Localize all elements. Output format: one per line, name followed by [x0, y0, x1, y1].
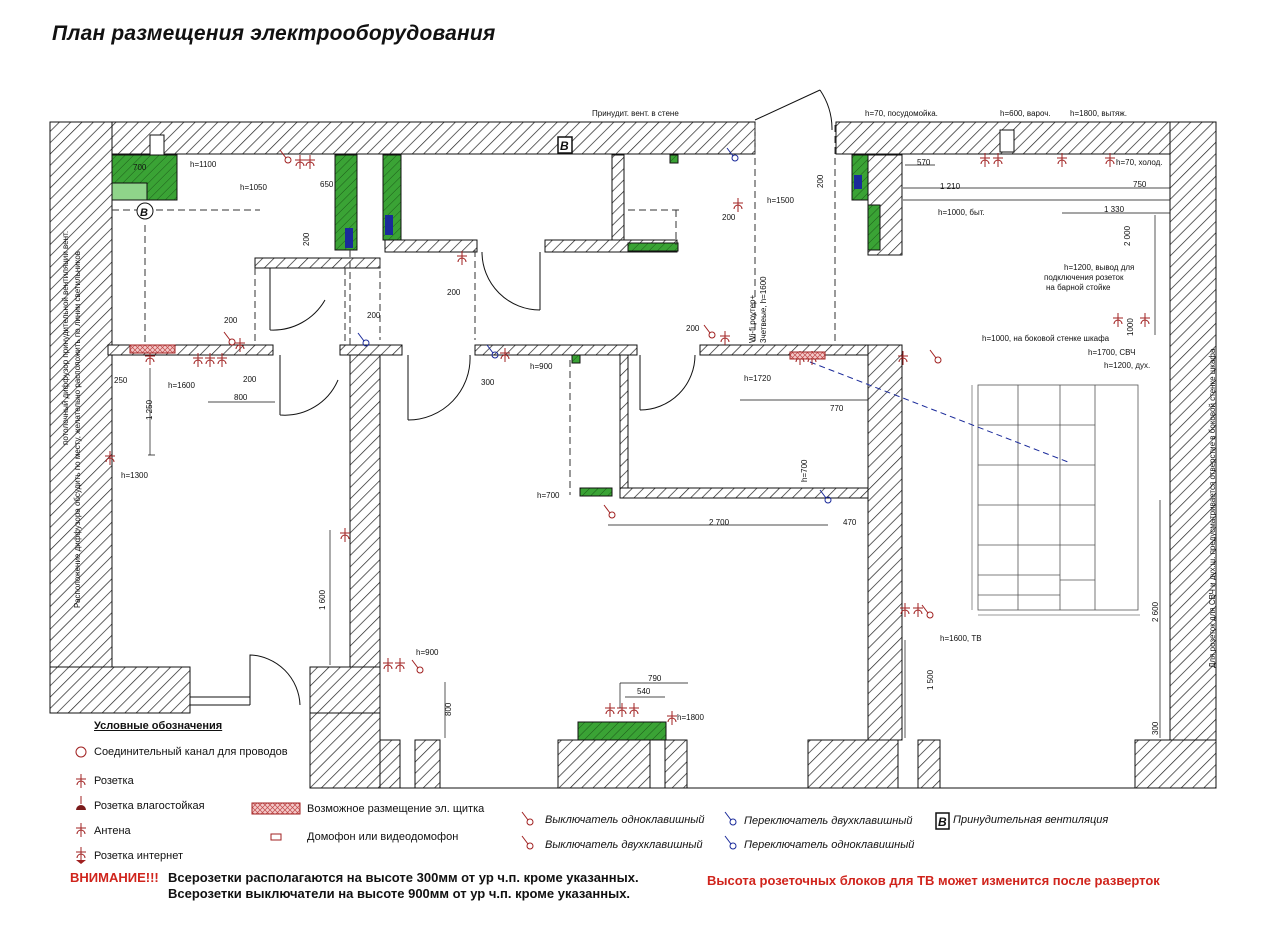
label-bar-3: на барной стойке [1046, 283, 1111, 292]
dim-300: 300 [481, 378, 495, 387]
label-left-vertical-1: потолочный диффузор принудительной вентиляции вент. [61, 230, 70, 445]
dim-540: 540 [637, 687, 651, 696]
dim-2600: 2 600 [1151, 601, 1160, 622]
dim-470: 470 [843, 518, 857, 527]
dim-750: 750 [1133, 180, 1147, 189]
h1050: h=1050 [240, 183, 267, 192]
notice-line-2: Всерозетки выключатели на высоте 900мм от ур ч.п. кроме указанных. [168, 886, 631, 901]
dim-200c: 200 [367, 311, 381, 320]
dim-700: 700 [133, 163, 147, 172]
legend-outlet-net: Розетка интернет [94, 850, 184, 862]
label-stove: h=600, вароч. [1000, 109, 1051, 118]
label-vent-wall: Принудит. вент. в стене [592, 109, 679, 118]
h1500: h=1500 [767, 196, 794, 205]
dim-1600: 1 600 [318, 589, 327, 610]
legend-vent-symbol: В [938, 815, 947, 829]
legend-pass1: Переключатель одноклавишный [744, 839, 915, 851]
label-bar-2: подключения розеток [1044, 273, 1124, 282]
notice-warning: ВНИМАНИЕ!!! [70, 870, 159, 885]
label-hood: h=1800, вытяж. [1070, 109, 1127, 118]
h700b: h=700 [800, 459, 809, 482]
h1720: h=1720 [744, 374, 771, 383]
leader-line [810, 362, 1068, 462]
legend-switch2: Выключатель двухклавишный [545, 839, 703, 851]
outer-walls [50, 122, 1216, 788]
h1300: h=1300 [121, 471, 148, 480]
dim-200g: 200 [722, 213, 736, 222]
label-fridge: h=70, холод. [1116, 158, 1163, 167]
legend-outlet: Розетка [94, 775, 134, 787]
dim-570: 570 [917, 158, 931, 167]
blue-shaft-marker [345, 228, 353, 248]
dim-1000: 1000 [1126, 318, 1135, 336]
legend-antenna: Антена [94, 825, 131, 837]
dim-200e: 200 [243, 375, 257, 384]
label-wifi-2: 3четвеые, h=1600 [759, 276, 768, 343]
label-dishwasher: h=70, посудомойка. [865, 109, 938, 118]
legend-channel: Соединительный канал для проводов [94, 746, 288, 758]
dim-790: 790 [648, 674, 662, 683]
blue-shaft-marker-2 [385, 215, 393, 235]
wardrobe-elevation [972, 385, 1140, 615]
h1800: h=1800 [677, 713, 704, 722]
h1600: h=1600 [168, 381, 195, 390]
dim-200h: 200 [816, 174, 825, 188]
height-labels [61, 109, 1217, 722]
dim-300b: 300 [1151, 721, 1160, 735]
plan-title: План размещения электрооборудования [52, 22, 496, 45]
legend-pass2: Переключатель двухклавишный [744, 815, 913, 827]
dim-200a: 200 [302, 232, 311, 246]
label-side-wall: h=1000, на боковой стенке шкафа [982, 334, 1110, 343]
label-tv: h=1600, ТВ [940, 634, 982, 643]
dim-650: 650 [320, 180, 334, 189]
label-left-vertical-2: Расположение диффузора обсудить по месту, желательно расположить по линии светильников [73, 250, 82, 608]
dim-200d: 200 [447, 288, 461, 297]
blue-shaft-marker-3 [854, 175, 862, 189]
legend-vent: Принудительная вентиляция [953, 814, 1109, 826]
ventilation-shafts [112, 155, 880, 740]
dim-250: 250 [114, 376, 128, 385]
h900a: h=900 [530, 362, 553, 371]
h1100: h=1100 [190, 160, 217, 169]
svg-text:B: B [560, 139, 569, 153]
label-microwave: h=1700, СВЧ [1088, 348, 1136, 357]
dim-200b: 200 [224, 316, 238, 325]
legend-switch1: Выключатель одноклавишный [545, 814, 705, 826]
dim-770: 770 [830, 404, 844, 413]
dim-2000: 2 000 [1123, 225, 1132, 246]
panel-position-2 [790, 352, 825, 359]
h900b: h=900 [416, 648, 439, 657]
h700a: h=700 [537, 491, 560, 500]
label-oven: h=1200, дух. [1104, 361, 1151, 370]
svg-text:B: B [140, 207, 148, 219]
legend-panel: Возможное размещение эл. щитка [307, 803, 485, 815]
label-right-vertical: Для розеток для СВЧ и дух.ш. предусматривается отверстие в боковой стенке шкафа [1208, 348, 1217, 668]
dim-200f: 200 [686, 324, 700, 333]
dim-1330: 1 330 [1104, 205, 1125, 214]
dim-800b: 800 [444, 702, 453, 716]
label-wifi-1: Wi-fi роутер+ [748, 294, 757, 343]
dim-1500: 1 500 [926, 669, 935, 690]
dim-1250: 1 250 [145, 399, 154, 420]
notice-line-1: Всерозетки располагаются на высоте 300мм от ур ч.п. кроме указанных. [168, 870, 639, 885]
legend-intercom: Домофон или видеодомофон [307, 831, 459, 843]
dim-800a: 800 [234, 393, 248, 402]
dashed-lines [112, 125, 835, 495]
dim-2700: 2 700 [709, 518, 730, 527]
label-household: h=1000, быт. [938, 208, 985, 217]
legend-heading: Условные обозначения [94, 720, 223, 732]
dim-1210: 1 210 [940, 182, 961, 191]
label-bar-1: h=1200, вывод для [1064, 263, 1135, 272]
notice-tv: Высота розеточных блоков для ТВ может изменится после разверток [707, 873, 1160, 888]
legend-outlet-wet: Розетка влагостойкая [94, 800, 205, 812]
panel-position [130, 345, 175, 353]
